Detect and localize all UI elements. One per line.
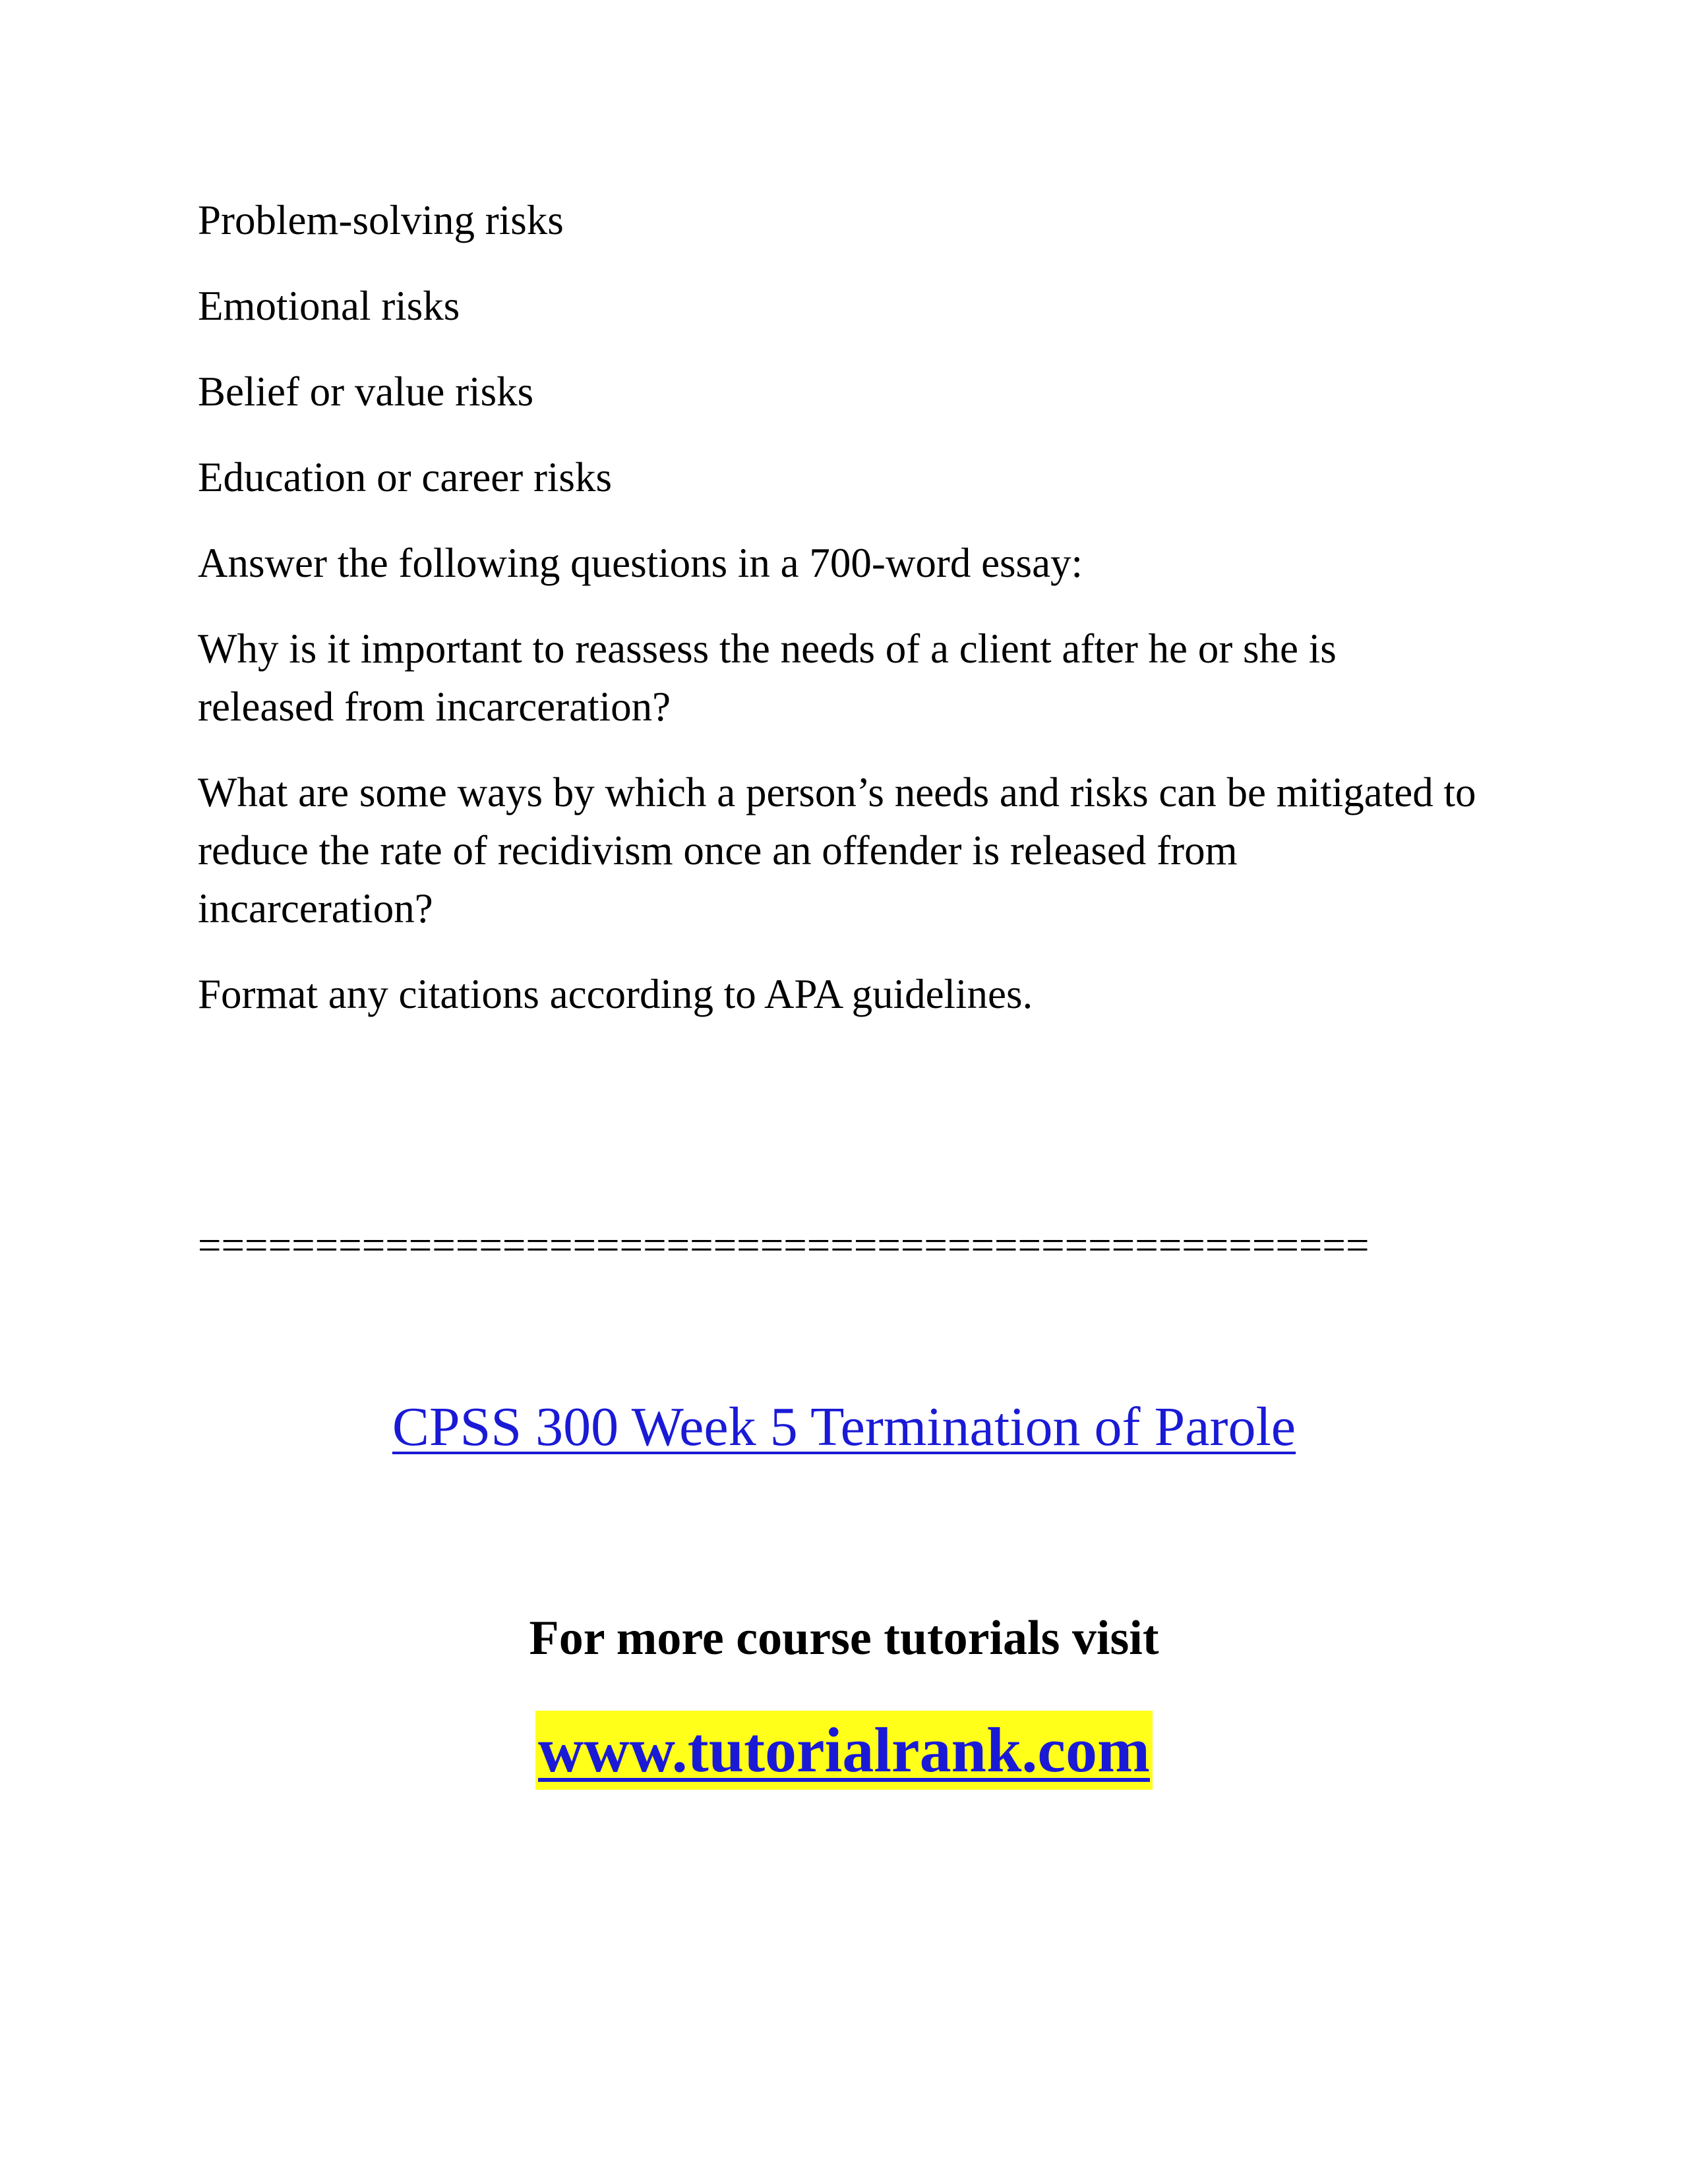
paragraph-essay-instruction: Answer the following questions in a 700-word essay:	[198, 540, 1083, 586]
paragraph-belief-value-risks: Belief or value risks	[198, 369, 534, 415]
paragraph-emotional-risks: Emotional risks	[198, 283, 460, 329]
course-title-link[interactable]: CPSS 300 Week 5 Termination of Parole	[392, 1396, 1296, 1458]
website-link[interactable]: www.tutorialrank.com	[535, 1711, 1153, 1790]
paragraph-question-reassess: Why is it important to reassess the needs of a client after he or she is released from incarceration?	[198, 626, 1337, 730]
paragraph-problem-solving-risks: Problem-solving risks	[198, 197, 564, 243]
paragraph-question-mitigate: What are some ways by which a person’s needs and risks can be mitigated to reduce the rate of recidivism once an offender is released from incarceration?	[198, 769, 1476, 931]
visit-prompt-text: For more course tutorials visit	[529, 1611, 1159, 1665]
course-link-container	[0, 1391, 1688, 1463]
paragraph-apa-format: Format any citations according to APA guidelines.	[198, 971, 1033, 1017]
separator-line: ==================================================	[198, 1222, 1370, 1268]
site-link-container	[0, 1711, 1688, 1790]
paragraph-education-career-risks: Education or career risks	[198, 454, 612, 500]
body-content	[198, 191, 1477, 1051]
